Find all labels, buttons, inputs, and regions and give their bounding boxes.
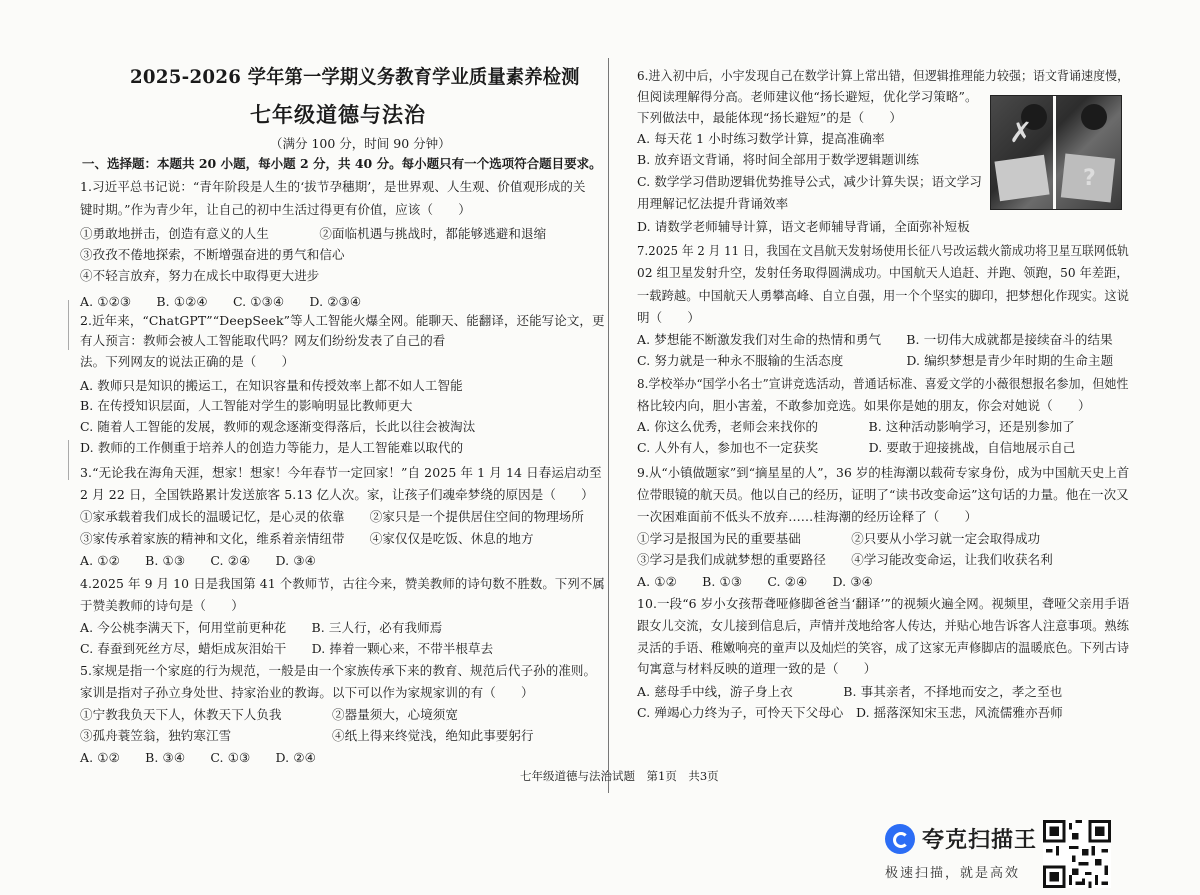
question-text-line: 3.“无论我在海角天涯，想家！想家！今年春节一定回家！”自 2025 年 1 月 14 日春运启动至 bbox=[80, 465, 602, 480]
question-text-line: C. 殚竭心力终为子，可怜天下父母心 D. 摇落深知宋玉悲，风流儒雅亦吾师 bbox=[637, 705, 1063, 720]
question-text-line: 有人预言：教师会被人工智能取代吗？网友们纷纷发表了自己的看 bbox=[80, 333, 446, 348]
exam-title: 2025-2026 学年第一学期义务教育学业质量素养检测 bbox=[130, 66, 580, 88]
question-text-line: A. ①②③ B. ①②④ C. ①③④ D. ②③④ bbox=[80, 294, 362, 309]
question-6-illustration bbox=[990, 95, 1122, 210]
question-text-line: 灵活的手语、稚嫩响亮的童声以及灿烂的笑容，成了这家无声修脚店的温暖底色。下列古诗 bbox=[637, 640, 1130, 655]
page-footer: 七年级道德与法治试题 第1页 共3页 bbox=[520, 769, 719, 783]
question-text-line: 法。下列网友的说法正确的是（ ） bbox=[80, 354, 295, 369]
question-text-line: ①家承载着我们成长的温暖记忆，是心灵的依靠 ②家只是一个提供居住空间的物理场所 bbox=[80, 509, 585, 524]
question-text-line: C. 春蚕到死丝方尽，蜡炬成灰泪始干 D. 捧着一颗心来，不带半根草去 bbox=[80, 641, 494, 656]
brand-name: 夸克扫描王 bbox=[922, 828, 1038, 853]
question-text-line: ③学习是我们成就梦想的重要路径 ④学习能改变命运，让我们收获名利 bbox=[637, 552, 1053, 567]
question-text-line: A. 每天花 1 小时练习数学计算，提高准确率 bbox=[637, 131, 885, 146]
question-text-line: B. 放弃语文背诵，将时间全部用于数学逻辑题训练 bbox=[637, 152, 920, 167]
quark-logo-icon bbox=[885, 824, 915, 854]
question-text-line: 句寓意与材料反映的道理一致的是（ ） bbox=[637, 661, 877, 676]
question-text-line: 用理解记忆法提升背诵效率 bbox=[637, 196, 789, 211]
question-text-line: A. 你这么优秀，老师会来找你的 B. 这种活动影响学习，还是别参加了 bbox=[637, 419, 1075, 434]
question-text-line: ①勇敢地拼击，创造有意义的人生 ②面临机遇与挑战时，都能够逃避和退缩 bbox=[80, 226, 547, 241]
question-text-line: ④不轻言放弃，努力在成长中取得更大进步 bbox=[80, 268, 320, 283]
subject-title: 七年级道德与法治 bbox=[250, 102, 426, 127]
question-text-line: ③孤舟蓑笠翁，独钓寒江雪 ④纸上得来终觉浅，绝知此事要躬行 bbox=[80, 728, 534, 743]
question-text-line: 5.家规是指一个家庭的行为规范，一般是由一个家族传承下来的教育、规范后代子孙的准则。 bbox=[80, 663, 597, 678]
question-text-line: D. 教师的工作侧重于培养人的创造力等能力，是人工智能难以取代的 bbox=[80, 440, 464, 455]
question-mark-icon: ? bbox=[1083, 166, 1096, 191]
question-text-line: A. ①② B. ③④ C. ①③ D. ②④ bbox=[80, 750, 316, 765]
question-text-line: 10.一段“6 岁小女孩帮聋哑修脚爸爸当‘翻译’”的视频火遍全网。视频里，聋哑父亲用手语 bbox=[637, 596, 1130, 611]
question-text-line: B. 在传授知识层面，人工智能对学生的影响明显比教师更大 bbox=[80, 398, 413, 413]
question-text-line: 格比较内向，胆小害羞，不敢参加竞选。如果你是她的朋友，你会对她说（ ） bbox=[637, 398, 1091, 413]
question-text-line: 下列做法中，最能体现“扬长避短”的是（ ） bbox=[637, 110, 902, 125]
question-text-line: C. 随着人工智能的发展，教师的观念逐渐变得落后，长此以往会被淘汰 bbox=[80, 419, 476, 434]
question-text-line: A. 今公桃李满天下，何用堂前更种花 B. 三人行，必有我师焉 bbox=[80, 620, 443, 635]
question-text-line: 4.2025 年 9 月 10 日是我国第 41 个教师节，古往今来，赞美教师的诗句数不胜数。下列不属 bbox=[80, 576, 605, 591]
question-text-line: 于赞美教师的诗句是（ ） bbox=[80, 598, 244, 613]
column-divider bbox=[608, 58, 609, 793]
binding-margin-line bbox=[68, 440, 69, 480]
question-text-line: A. ①② B. ①③ C. ②④ D. ③④ bbox=[80, 553, 316, 568]
question-text-line: 一次困难面前不低头不放弃……桂海潮的经历诠释了（ ） bbox=[637, 509, 978, 524]
question-text-line: 8.学校举办“国学小名士”宣讲竞选活动，普通话标准、喜爱文学的小薇很想报名参加，但她性 bbox=[637, 376, 1129, 391]
question-text-line: ①学习是报国为民的重要基础 ②只要从小学习就一定会取得成功 bbox=[637, 531, 1041, 546]
brand-slogan: 极速扫描，就是高效 bbox=[885, 866, 1021, 881]
qr-code-icon bbox=[1043, 820, 1111, 888]
question-text-line: 02 组卫星发射升空，发射任务取得圆满成功。中国航天人追赶、并跑、领跑，50 年差距， bbox=[637, 265, 1129, 280]
question-text-line: A. ①② B. ①③ C. ②④ D. ③④ bbox=[637, 574, 873, 589]
question-text-line: 7.2025 年 2 月 11 日，我国在文昌航天发射场使用长征八号改运载火箭成功将卫星互联网低轨 bbox=[637, 243, 1129, 258]
question-text-line: 家训是指对子孙立身处世、持家治业的教诲。以下可以作为家规家训的有（ ） bbox=[80, 685, 534, 700]
question-text-line: 2.近年来，“ChatGPT”“DeepSeek”等人工智能火爆全网。能聊天、能翻译，还能写论文，更 bbox=[80, 313, 605, 328]
question-text-line: C. 数学学习借助逻辑优势推导公式，减少计算失误；语文学习 bbox=[637, 174, 982, 189]
question-text-line: 明（ ） bbox=[637, 310, 701, 325]
question-text-line: 1.习近平总书记说：“青年阶段是人生的‘拔节孕穗期’，是世界观、人生观、价值观形成的关 bbox=[80, 179, 586, 194]
section-heading: 一、选择题：本题共 20 小题，每小题 2 分，共 40 分。每小题只有一个选项符合题目要求。 bbox=[82, 156, 602, 171]
exam-meta: （满分 100 分，时间 90 分钟） bbox=[270, 136, 451, 151]
worksheet-left bbox=[994, 155, 1049, 202]
question-text-line: 但阅读理解得分高。老师建议他“扬长避短，优化学习策略”。 bbox=[637, 89, 978, 104]
question-text-line: 2 月 22 日，全国铁路累计发送旅客 5.13 亿人次。家，让孩子们魂牵梦绕的原因是（ ） bbox=[80, 487, 594, 502]
question-text-line: C. 努力就是一种永不服输的生活态度 D. 编织梦想是青少年时期的生命主题 bbox=[637, 353, 1114, 368]
question-text-line: A. 慈母手中线，游子身上衣 B. 事其亲者，不择地而安之，孝之至也 bbox=[637, 684, 1063, 699]
question-text-line: D. 请数学老师辅导计算，语文老师辅导背诵，全面弥补短板 bbox=[637, 219, 970, 234]
question-text-line: 键时期。”作为青少年，让自己的初中生活过得更有价值，应该（ ） bbox=[80, 202, 471, 217]
question-text-line: ③孜孜不倦地探索，不断增强奋进的勇气和信心 bbox=[80, 247, 345, 262]
question-text-line: ①宁教我负天下人，休教天下人负我 ②器量须大，心境须宽 bbox=[80, 707, 459, 722]
question-text-line: 9.从“小镇做题家”到“摘星星的人”，36 岁的桂海潮以载荷专家身份，成为中国航天史上首 bbox=[637, 465, 1130, 480]
question-text-line: A. 梦想能不断激发我们对生命的热情和勇气 B. 一切伟大成就都是接续奋斗的结果 bbox=[637, 332, 1113, 347]
question-text-line: ③家传承着家族的精神和文化，维系着亲情纽带 ④家仅仅是吃饭、休息的地方 bbox=[80, 531, 534, 546]
binding-margin-line bbox=[68, 300, 69, 350]
question-text-line: 跟女儿交流，女儿接到信息后，声情并茂地给客人传达，并贴心地告诉客人注意事项。熟练 bbox=[637, 618, 1130, 633]
x-mark-icon: ✗ bbox=[1009, 116, 1033, 149]
question-text-line: C. 人外有人，参加也不一定获奖 D. 要敢于迎接挑战，自信地展示自己 bbox=[637, 440, 1076, 455]
student-head-right bbox=[1081, 104, 1107, 130]
question-text-line: A. 教师只是知识的搬运工，在知识容量和传授效率上都不如人工智能 bbox=[80, 378, 463, 393]
photo-split bbox=[1053, 96, 1056, 209]
question-text-line: 一载跨越。中国航天人勇攀高峰、自立自强，用一个个坚实的脚印，把梦想化作现实。这说 bbox=[637, 288, 1130, 303]
question-text-line: 位带眼镜的航天员。他以自己的经历，证明了“读书改变命运”这句话的力量。他在一次又 bbox=[637, 487, 1129, 502]
question-text-line: 6.进入初中后，小宇发现自己在数学计算上常出错，但逻辑推理能力较强；语文背诵速度慢， bbox=[637, 68, 1130, 83]
